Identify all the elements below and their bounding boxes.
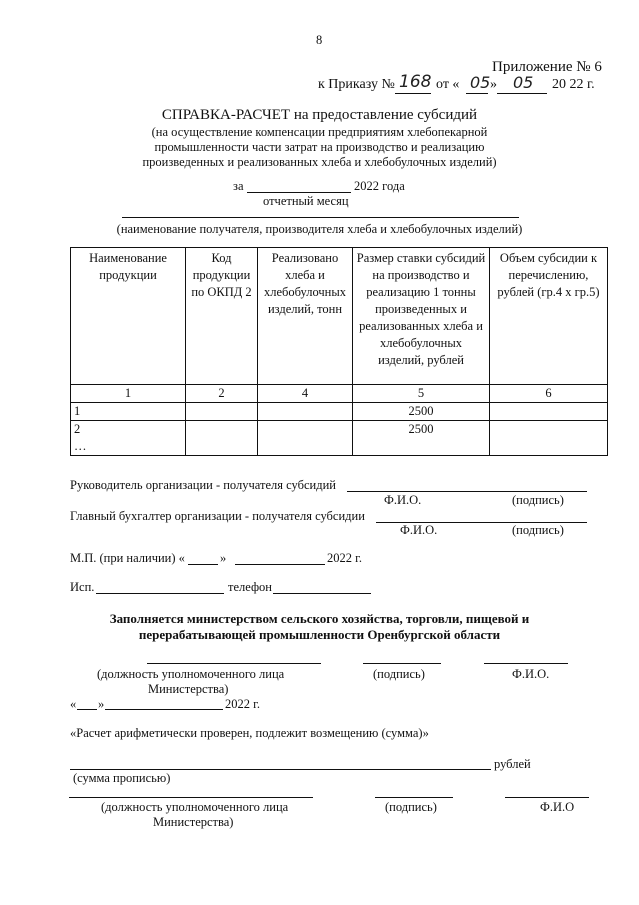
- phone-line[interactable]: [273, 593, 371, 594]
- document-subtitle-line2: промышленности части затрат на производство и реализацию: [154, 140, 485, 154]
- document-subtitle-line3: произведенных и реализованных хлеба и хлебобулочных изделий): [142, 155, 497, 169]
- order-month: 05: [513, 73, 534, 92]
- order-number-line: [395, 93, 431, 94]
- ministry-fio-caption: Ф.И.О.: [512, 667, 550, 681]
- ministry-sign-line[interactable]: [363, 663, 441, 664]
- page-number: 8: [316, 33, 323, 47]
- ministry-position2-caption2: Министерства): [153, 815, 234, 829]
- document-title: СПРАВКА-РАСЧЕТ на предоставление субсидий: [161, 107, 478, 123]
- ministry-day-line[interactable]: [77, 709, 97, 710]
- recipient-line[interactable]: [122, 217, 519, 218]
- table-header-row: [71, 248, 608, 385]
- row-sold[interactable]: [258, 403, 353, 421]
- ministry-sign2-line[interactable]: [375, 797, 453, 798]
- ministry-amount-line[interactable]: [70, 769, 491, 770]
- ministry-date-year: 2022 г.: [225, 697, 260, 711]
- order-number: 168: [399, 72, 432, 92]
- ministry-fio2-line[interactable]: [505, 797, 589, 798]
- recipient-caption: (наименование получателя, производителя хлеба и хлебобулочных изделий): [116, 222, 523, 236]
- row-amount[interactable]: [490, 421, 608, 456]
- table-row: [71, 403, 608, 421]
- order-day: 05: [470, 73, 491, 92]
- ministry-month-line[interactable]: [105, 709, 223, 710]
- document-subtitle-line1: (на осуществление компенсации предприятиям хлебопекарной: [151, 125, 488, 139]
- row-sold[interactable]: [258, 421, 353, 456]
- row-name[interactable]: 2 …: [71, 421, 186, 456]
- calculation-table: [70, 247, 608, 456]
- header-product-name: Наименование продукции: [71, 248, 186, 385]
- executor-line[interactable]: [96, 593, 224, 594]
- head-signature-line[interactable]: [347, 491, 587, 492]
- ministry-fio-line[interactable]: [484, 663, 568, 664]
- row-rate: 2500: [353, 421, 490, 456]
- stamp-year: 2022 г.: [327, 551, 362, 565]
- column-number: 1: [71, 385, 186, 403]
- order-year: 20 22 г.: [552, 77, 595, 92]
- row-code[interactable]: [186, 403, 258, 421]
- accountant-fio: Ф.И.О.: [400, 523, 438, 537]
- executor-label: Исп.: [70, 580, 95, 594]
- period-month-line[interactable]: [247, 192, 351, 193]
- order-date-prefix: от «: [436, 77, 460, 92]
- row-rate: 2500: [353, 403, 490, 421]
- ministry-position-line[interactable]: [147, 663, 321, 664]
- stamp-label: М.П. (при наличии) «: [70, 551, 185, 565]
- ministry-sign2-caption: (подпись): [385, 800, 437, 814]
- column-number: 5: [353, 385, 490, 403]
- ministry-position2-line[interactable]: [69, 797, 313, 798]
- head-label: Руководитель организации - получателя субсидий: [70, 478, 336, 492]
- stamp-month-line[interactable]: [235, 564, 325, 565]
- head-fio: Ф.И.О.: [384, 493, 422, 507]
- header-subsidy-rate: Размер ставки субсидий на производство и реализацию 1 тонны произведенных и реализованных хлеба и хлебобулочных изделий, рублей: [353, 248, 490, 385]
- row-code[interactable]: [186, 421, 258, 456]
- order-month-line: [497, 93, 547, 94]
- stamp-mid: »: [220, 551, 227, 565]
- ministry-heading-line1: Заполняется министерством сельского хозяйства, торговли, пищевой и: [109, 611, 530, 626]
- order-day-suffix: »: [490, 77, 497, 92]
- ministry-check-text: «Расчет арифметически проверен, подлежит возмещению (сумма)»: [70, 726, 429, 740]
- ministry-heading-line2: перерабатывающей промышленности Оренбургской области: [138, 627, 501, 642]
- table-row: [71, 421, 608, 456]
- order-day-line: [466, 93, 488, 94]
- period-prefix: за: [233, 179, 244, 193]
- header-sold-tonnes: Реализовано хлеба и хлебобулочных изделий, тонн: [258, 248, 353, 385]
- ministry-fio2-caption: Ф.И.О: [540, 800, 575, 814]
- ministry-sign-caption: (подпись): [373, 667, 425, 681]
- column-number: 2: [186, 385, 258, 403]
- head-sign: (подпись): [512, 493, 564, 507]
- column-number-row: [71, 385, 608, 403]
- accountant-sign: (подпись): [512, 523, 564, 537]
- ministry-rubles: рублей: [494, 757, 531, 771]
- column-number: 6: [490, 385, 608, 403]
- header-subsidy-amount: Объем субсидии к перечислению, рублей (гр.4 х гр.5): [490, 248, 608, 385]
- phone-label: телефон: [228, 580, 272, 594]
- header-product-code: Код продукции по ОКПД 2: [186, 248, 258, 385]
- row-name[interactable]: 1: [71, 403, 186, 421]
- accountant-label: Главный бухгалтер организации - получателя субсидии: [70, 509, 365, 523]
- row-amount[interactable]: [490, 403, 608, 421]
- ministry-date-mid: »: [98, 697, 105, 711]
- stamp-day-line[interactable]: [188, 564, 218, 565]
- period-year: 2022 года: [354, 179, 405, 193]
- column-number: 4: [258, 385, 353, 403]
- ministry-position-caption2: Министерства): [148, 682, 229, 696]
- period-caption: отчетный месяц: [263, 194, 349, 208]
- ministry-date-open: «: [70, 697, 77, 711]
- ministry-position2-caption1: (должность уполномоченного лица: [101, 800, 289, 814]
- appendix-title: Приложение № 6: [492, 59, 602, 75]
- ministry-position-caption1: (должность уполномоченного лица: [97, 667, 285, 681]
- ministry-amount-words: (сумма прописью): [73, 771, 171, 785]
- order-prefix: к Приказу №: [318, 77, 395, 92]
